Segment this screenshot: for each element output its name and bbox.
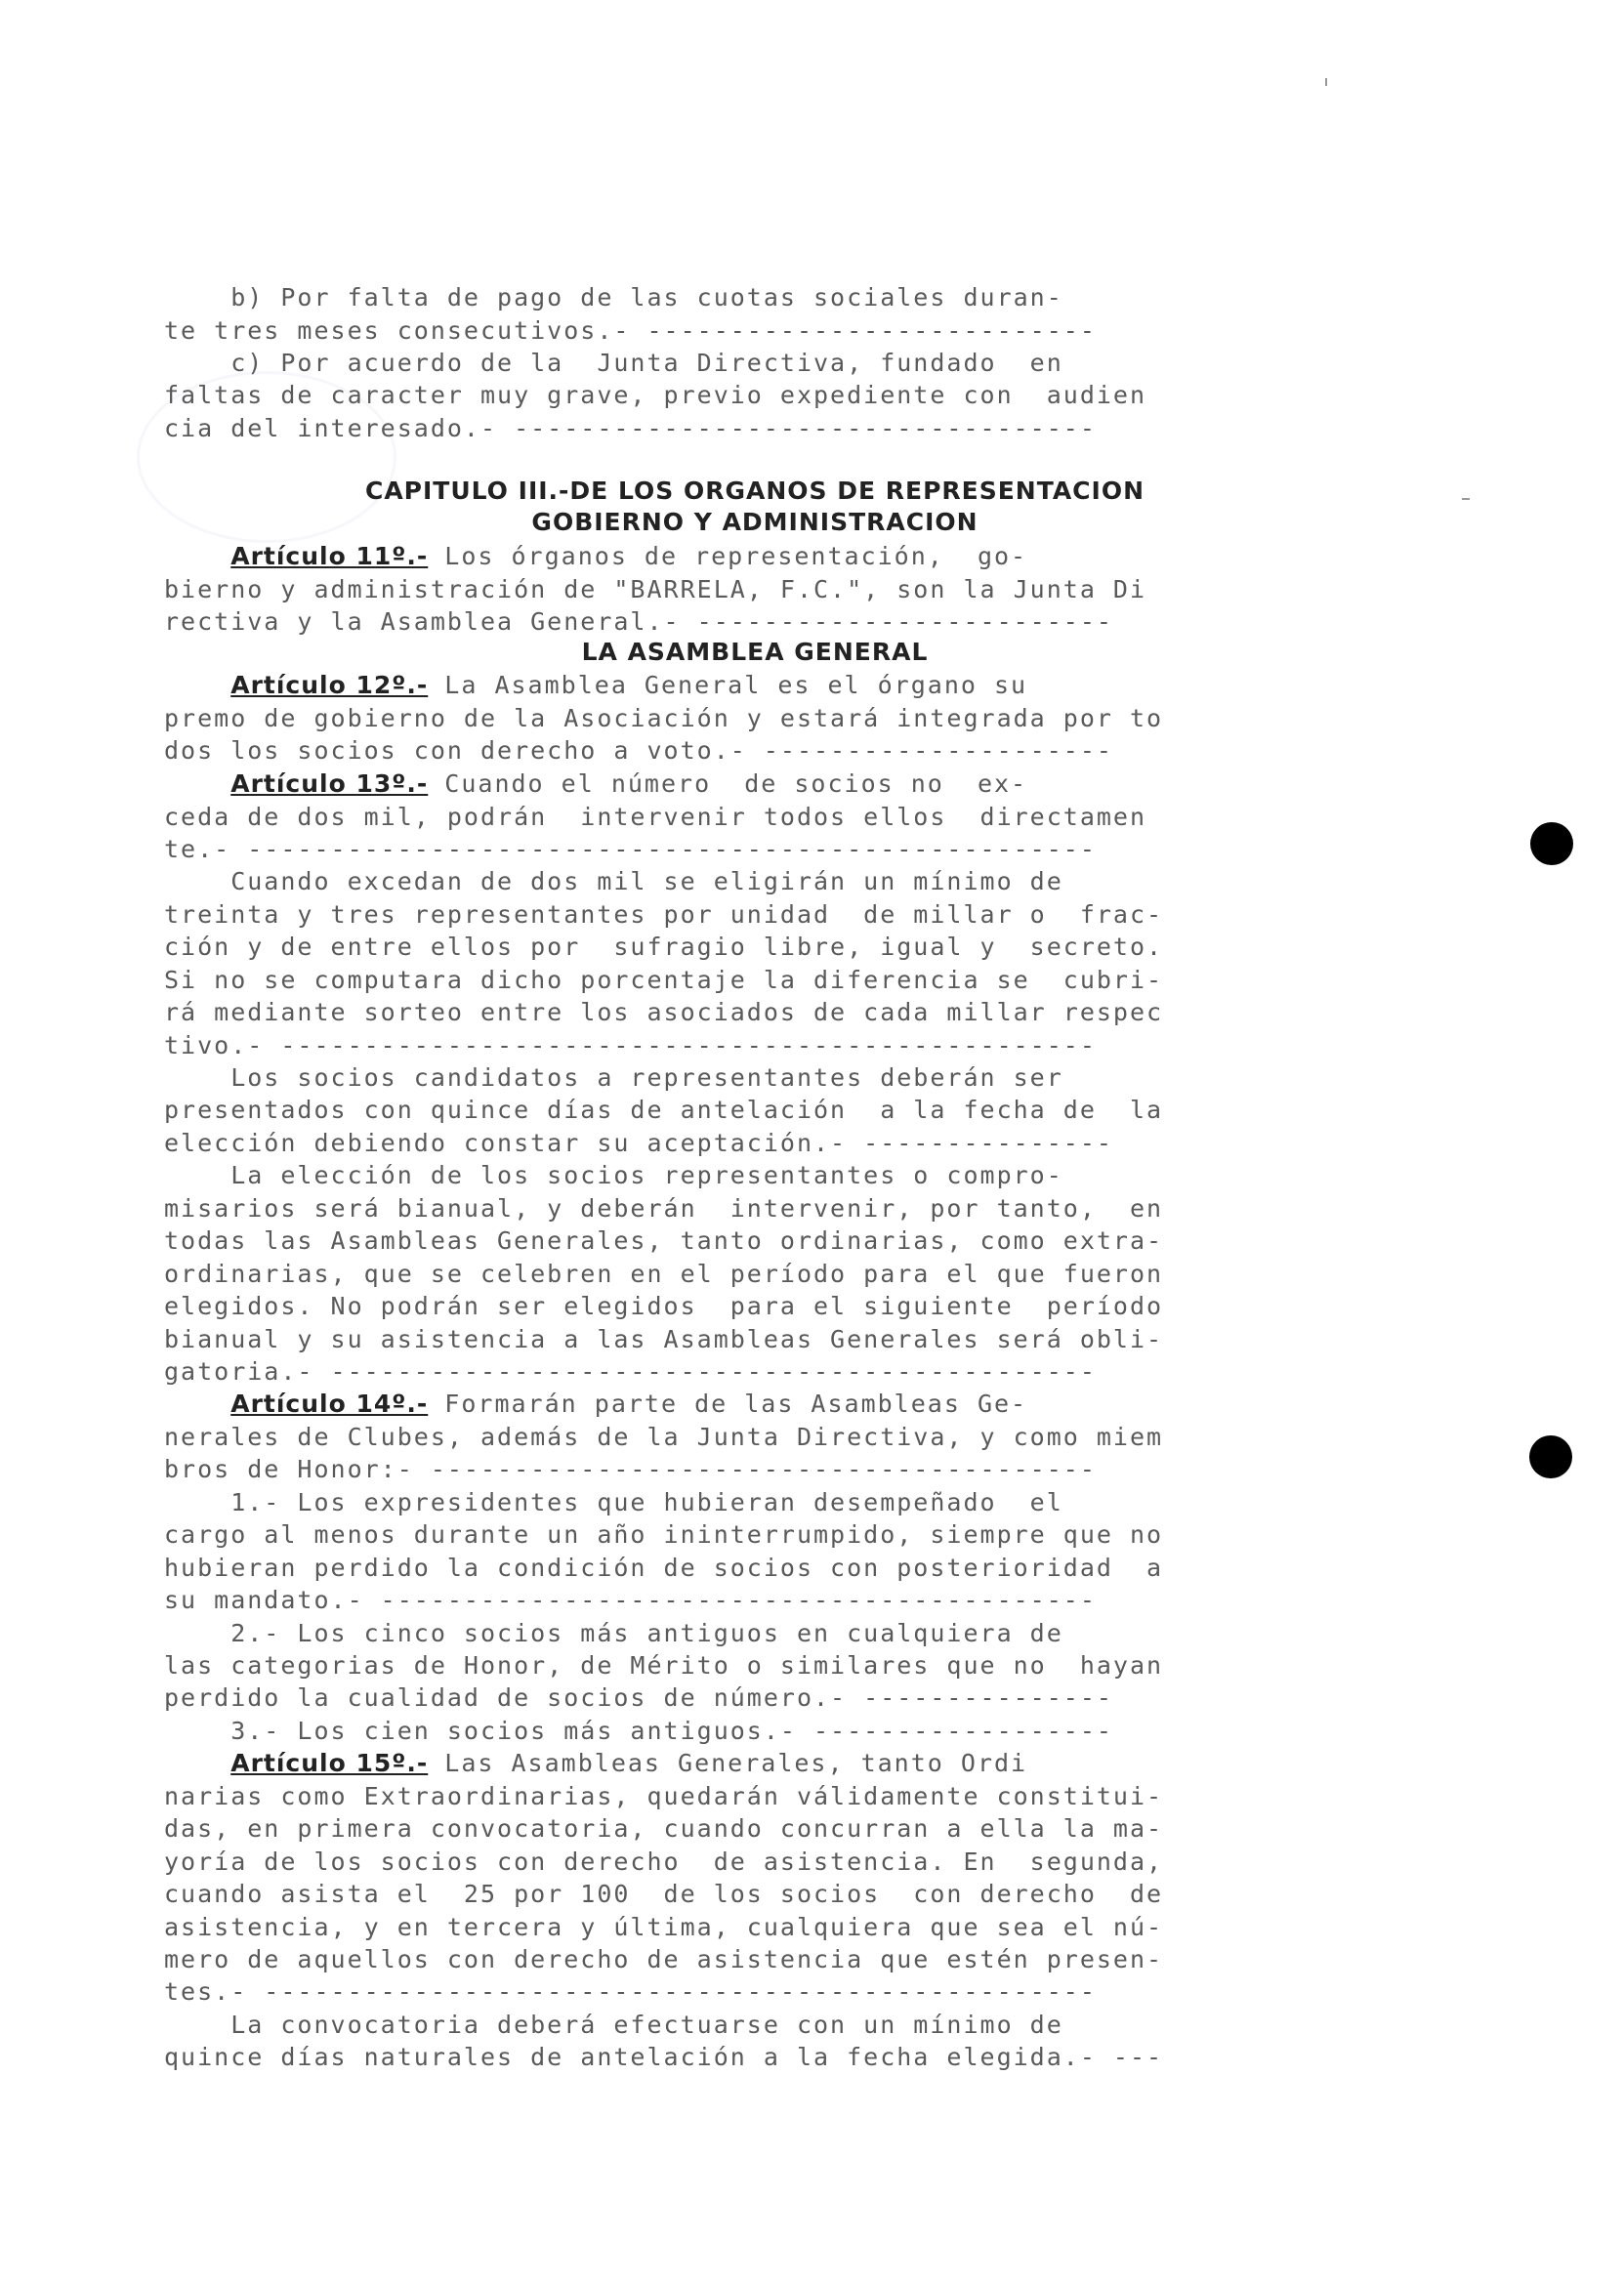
article-text: Cuando el número de socios no ex- [428, 769, 1028, 798]
article-title: Artículo 15º.- [230, 1749, 429, 1777]
text-line: faltas de caracter muy grave, previo expediente con audien [164, 381, 1147, 409]
text-line: cuando asista el 25 por 100 de los socios con derecho de [164, 1880, 1164, 1908]
text-line: rá mediante sorteo entre los asociados de cada millar respec [164, 998, 1164, 1026]
text-line: das, en primera convocatoria, cuando concurran a ella la ma- [164, 1814, 1164, 1843]
text-line: te tres meses consecutivos.- --------------------------- [164, 316, 1097, 345]
scan-mark [1462, 498, 1470, 500]
text-line: misarios será bianual, y deberán intervenir, por tanto, en [164, 1194, 1164, 1223]
text-line: tes.- -------------------------------------------------- [164, 1977, 1097, 2006]
section-heading: LA ASAMBLEA GENERAL [581, 638, 929, 666]
text-line: todas las Asambleas Generales, tanto ordinarias, como extra- [164, 1226, 1164, 1255]
chapter-heading: CAPITULO III.-DE LOS ORGANOS DE REPRESENTACION [364, 477, 1145, 505]
text-line: elegidos. No podrán ser elegidos para el siguiente período [164, 1292, 1164, 1320]
text-line: bierno y administración de "BARRELA, F.C.", son la Junta Di [164, 575, 1147, 603]
text-line: perdido la cualidad de socios de número.- --------------- [164, 1683, 1113, 1712]
text-line: Los socios candidatos a representantes deberán ser [164, 1063, 1063, 1092]
article-title: Artículo 13º.- [230, 769, 429, 798]
article-line [164, 1747, 1346, 1780]
text-line: Si no se computara dicho porcentaje la diferencia se cubri- [164, 966, 1164, 994]
punch-hole [1530, 822, 1573, 865]
text-line: las categorias de Honor, de Mérito o similares que no hayan [164, 1651, 1164, 1680]
text-line: ordinarias, que se celebren en el período para el que fueron [164, 1260, 1164, 1288]
text-line: Cuando excedan de dos mil se eligirán un mínimo de [164, 867, 1063, 895]
text-line: rectiva y la Asamblea General.- ------------------------- [164, 607, 1113, 636]
text-line: premo de gobierno de la Asociación y estará integrada por to [164, 704, 1164, 732]
chapter-subheading: GOBIERNO Y ADMINISTRACION [531, 508, 979, 536]
article-title: Artículo 11º.- [230, 542, 429, 570]
text-line: te.- --------------------------------------------------- [164, 835, 1097, 863]
text-line: bianual y su asistencia a las Asambleas Generales será obli- [164, 1325, 1164, 1353]
text-line: cia del interesado.- ----------------------------------- [164, 414, 1097, 442]
punch-hole [1529, 1435, 1572, 1478]
text-line: ción y de entre ellos por sufragio libre, igual y secreto. [164, 933, 1164, 961]
article-text: La Asamblea General es el órgano su [428, 671, 1028, 699]
text-line: bros de Honor:- ---------------------------------------- [164, 1455, 1097, 1483]
text-line: c) Por acuerdo de la Junta Directiva, fundado en [164, 349, 1063, 377]
text-line: 2.- Los cinco socios más antiguos en cualquiera de [164, 1619, 1063, 1647]
article-text: Las Asambleas Generales, tanto Ordi [428, 1749, 1028, 1777]
text-line: gatoria.- ---------------------------------------------- [164, 1357, 1097, 1386]
article-line [164, 540, 1346, 573]
text-line: cargo al menos durante un año ininterrumpido, siempre que no [164, 1520, 1164, 1549]
article-title: Artículo 12º.- [230, 671, 429, 699]
text-line: yoría de los socios con derecho de asistencia. En segunda, [164, 1847, 1164, 1876]
text-line: La convocatoria deberá efectuarse con un mínimo de [164, 2011, 1063, 2039]
article-title: Artículo 14º.- [230, 1390, 429, 1418]
text-line: tivo.- ------------------------------------------------- [164, 1031, 1097, 1059]
text-line: elección debiendo constar su aceptación.- --------------- [164, 1129, 1113, 1157]
text-line: mero de aquellos con derecho de asistencia que estén presen- [164, 1945, 1164, 1973]
text-line: presentados con quince días de antelación a la fecha de la [164, 1096, 1164, 1124]
text-line: ceda de dos mil, podrán intervenir todos ellos directamen [164, 803, 1147, 831]
text-line: nerales de Clubes, además de la Junta Directiva, y como miem [164, 1423, 1164, 1451]
article-text: Los órganos de representación, go- [428, 542, 1028, 570]
text-line: hubieran perdido la condición de socios con posterioridad a [164, 1554, 1164, 1582]
text-line: b) Por falta de pago de las cuotas sociales duran- [164, 283, 1063, 311]
text-line: su mandato.- ------------------------------------------- [164, 1586, 1097, 1614]
text-line: treinta y tres representantes por unidad de millar o frac- [164, 900, 1164, 929]
text-line: quince días naturales de antelación a la fecha elegida.- --- [164, 2043, 1164, 2071]
article-line [164, 768, 1346, 801]
text-line: dos los socios con derecho a voto.- --------------------- [164, 736, 1113, 765]
scan-mark [1325, 78, 1327, 86]
article-line [164, 669, 1346, 702]
text-line: narias como Extraordinarias, quedarán válidamente constitui- [164, 1782, 1164, 1810]
text-line: asistencia, y en tercera y última, cualquiera que sea el nú- [164, 1913, 1164, 1941]
article-line [164, 1388, 1346, 1421]
article-text: Formarán parte de las Asambleas Ge- [428, 1390, 1028, 1418]
text-line: La elección de los socios representantes o compro- [164, 1161, 1063, 1189]
text-line: 3.- Los cien socios más antiguos.- ------------------ [164, 1717, 1113, 1745]
text-line: 1.- Los expresidentes que hubieran desempeñado el [164, 1488, 1063, 1516]
